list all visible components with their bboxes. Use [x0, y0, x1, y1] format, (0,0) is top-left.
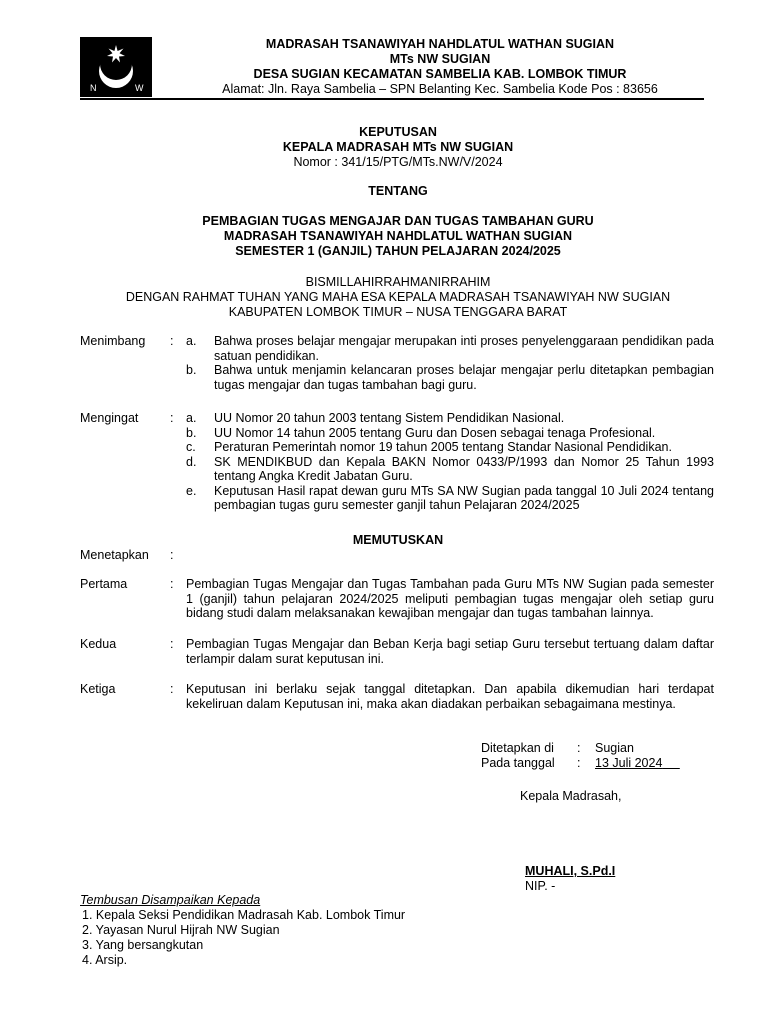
- list-item: [186, 455, 714, 484]
- menimbang-label: Menimbang: [80, 334, 146, 348]
- tentang-heading: TENTANG: [368, 184, 428, 198]
- mengingat-colon: :: [170, 411, 174, 425]
- list-marker: e.: [186, 483, 197, 498]
- list-item: [186, 334, 714, 363]
- subject-line-3: SEMESTER 1 (GANJIL) TAHUN PELAJARAN 2024/2025: [235, 244, 561, 258]
- nw-logo: [80, 37, 152, 97]
- kabupaten-line: KABUPATEN LOMBOK TIMUR – NUSA TENGGARA BARAT: [228, 305, 568, 319]
- kedua-colon: :: [170, 637, 174, 651]
- menimbang-list: [186, 334, 714, 392]
- list-marker: d.: [186, 454, 197, 469]
- pertama-text: Pembagian Tugas Mengajar dan Tugas Tambahan pada Guru MTs NW Sugian pada semester 1 (ganjil) tahun pelajaran 2024/2025 meliputi pembagian tugas mengajar oleh setiap guru bidang studi dalam melaksanakan kewajiban mengajar dan tugas tambahan lainnya.: [186, 577, 714, 620]
- list-marker: c.: [186, 440, 196, 454]
- list-item: 1. Kepala Seksi Pendidikan Madrasah Kab. Lombok Timur: [82, 908, 406, 922]
- logo-letter-w: W: [135, 83, 144, 93]
- decree-title-block: [80, 125, 716, 170]
- list-text: Keputusan Hasil rapat dewan guru MTs SA NW Sugian pada tanggal 10 Juli 2024 tentang pembagian tugas guru semester ganjil tahun Pelajaran 2024/2025: [214, 483, 714, 512]
- menetapkan-colon: :: [170, 548, 174, 562]
- subject-block: [80, 214, 716, 259]
- colon: :: [577, 756, 581, 770]
- tanggal-row: [481, 756, 680, 771]
- list-text: UU Nomor 20 tahun 2003 tentang Sistem Pendidikan Nasional.: [214, 411, 565, 425]
- menimbang-colon: :: [170, 334, 174, 348]
- ketiga-label: Ketiga: [80, 682, 116, 696]
- list-marker: a.: [186, 411, 197, 425]
- signer-name: MUHALI, S.Pd.I: [525, 864, 616, 878]
- list-text: SK MENDIKBUD dan Kepala BAKN Nomor 0433/P/1993 dan Nomor 25 Tahun 1993 tentang Angka Kredit Jabatan Guru.: [214, 454, 714, 483]
- list-item: [186, 426, 714, 441]
- ketiga-colon: :: [170, 682, 174, 696]
- logo-letter-n: N: [90, 83, 97, 93]
- bismillah: BISMILLAHIRRAHMANIRRAHIM: [305, 275, 491, 289]
- pertama-label: Pertama: [80, 577, 128, 591]
- school-short-name: MTs NW SUGIAN: [389, 52, 491, 66]
- list-item: [186, 484, 714, 513]
- list-text: Bahwa proses belajar mengajar merupakan inti proses penyelenggaraan pendidikan pada satuan pendidikan.: [214, 334, 714, 363]
- signature-name-block: [525, 864, 615, 894]
- tanggal-label: Pada tanggal: [481, 756, 555, 770]
- rahmat-line: DENGAN RAHMAT TUHAN YANG MAHA ESA KEPALA MADRASAH TSANAWIYAH NW SUGIAN: [125, 290, 671, 304]
- subject-line-2: MADRASAH TSANAWIYAH NAHDLATUL WATHAN SUGIAN: [223, 229, 573, 243]
- list-text: Bahwa untuk menjamin kelancaran proses belajar mengajar perlu ditetapkan pembagian tugas mengajar dan tugas tambahan bagi guru.: [214, 363, 714, 392]
- list-item: 3. Yang bersangkutan: [82, 938, 204, 952]
- list-marker: b.: [186, 363, 197, 377]
- signature-title: Kepala Madrasah,: [520, 789, 622, 803]
- decree-number: Nomor : 341/15/PTG/MTs.NW/V/2024: [293, 155, 503, 169]
- school-address: Alamat: Jln. Raya Sambelia – SPN Belanting Kec. Sambelia Kode Pos : 83656: [222, 82, 658, 96]
- ditetapkan-label: Ditetapkan di: [481, 741, 554, 755]
- decree-issuer: KEPALA MADRASAH MTs NW SUGIAN: [282, 140, 514, 154]
- school-location: DESA SUGIAN KECAMATAN SAMBELIA KAB. LOMBOK TIMUR: [253, 67, 627, 81]
- mengingat-list: [186, 411, 714, 513]
- pertama-colon: :: [170, 577, 174, 591]
- ditetapkan-row: [481, 741, 680, 756]
- colon: :: [577, 741, 581, 755]
- kedua-label: Kedua: [80, 637, 117, 651]
- ketiga-text: Keputusan ini berlaku sejak tanggal ditetapkan. Dan apabila dikemudian hari terdapat kekeliruan dalam Keputusan ini, maka akan diadakan perbaikan sebagaimana mestinya.: [186, 682, 714, 711]
- decree-title: KEPUTUSAN: [359, 125, 437, 139]
- tembusan-title: Tembusan Disampaikan Kepada: [80, 893, 261, 907]
- tanggal-value: 13 Juli 2024: [595, 756, 663, 770]
- mengingat-label: Mengingat: [80, 411, 139, 425]
- list-text: Peraturan Pemerintah nomor 19 tahun 2005 tentang Standar Nasional Pendidikan.: [214, 440, 672, 454]
- school-name: MADRASAH TSANAWIYAH NAHDLATUL WATHAN SUGIAN: [265, 37, 615, 51]
- header-divider: [80, 98, 704, 100]
- menetapkan-label: Menetapkan: [80, 548, 149, 562]
- list-item: [186, 440, 714, 455]
- opening-block: [80, 275, 716, 320]
- crescent-star-icon: [80, 37, 152, 97]
- list-item: 4. Arsip.: [82, 953, 128, 967]
- list-marker: b.: [186, 425, 197, 440]
- list-item: 2. Yayasan Nurul Hijrah NW Sugian: [82, 923, 280, 937]
- tembusan-block: [80, 893, 405, 968]
- signature-place-date: [481, 741, 680, 771]
- signer-nip: NIP. -: [525, 879, 556, 893]
- list-text: UU Nomor 14 tahun 2005 tentang Guru dan Dosen sebagai tenaga Profesional.: [214, 425, 656, 440]
- ditetapkan-value: Sugian: [595, 741, 634, 755]
- subject-line-1: PEMBAGIAN TUGAS MENGAJAR DAN TUGAS TAMBAHAN GURU: [202, 214, 594, 228]
- kedua-text: Pembagian Tugas Mengajar dan Beban Kerja bagi setiap Guru tersebut tertuang dalam daftar terlampir dalam surat keputusan ini.: [186, 637, 714, 666]
- memutuskan-heading: MEMUTUSKAN: [352, 533, 444, 547]
- list-item: [186, 363, 714, 392]
- list-marker: a.: [186, 334, 197, 348]
- letterhead: [160, 37, 720, 97]
- list-item: [186, 411, 714, 426]
